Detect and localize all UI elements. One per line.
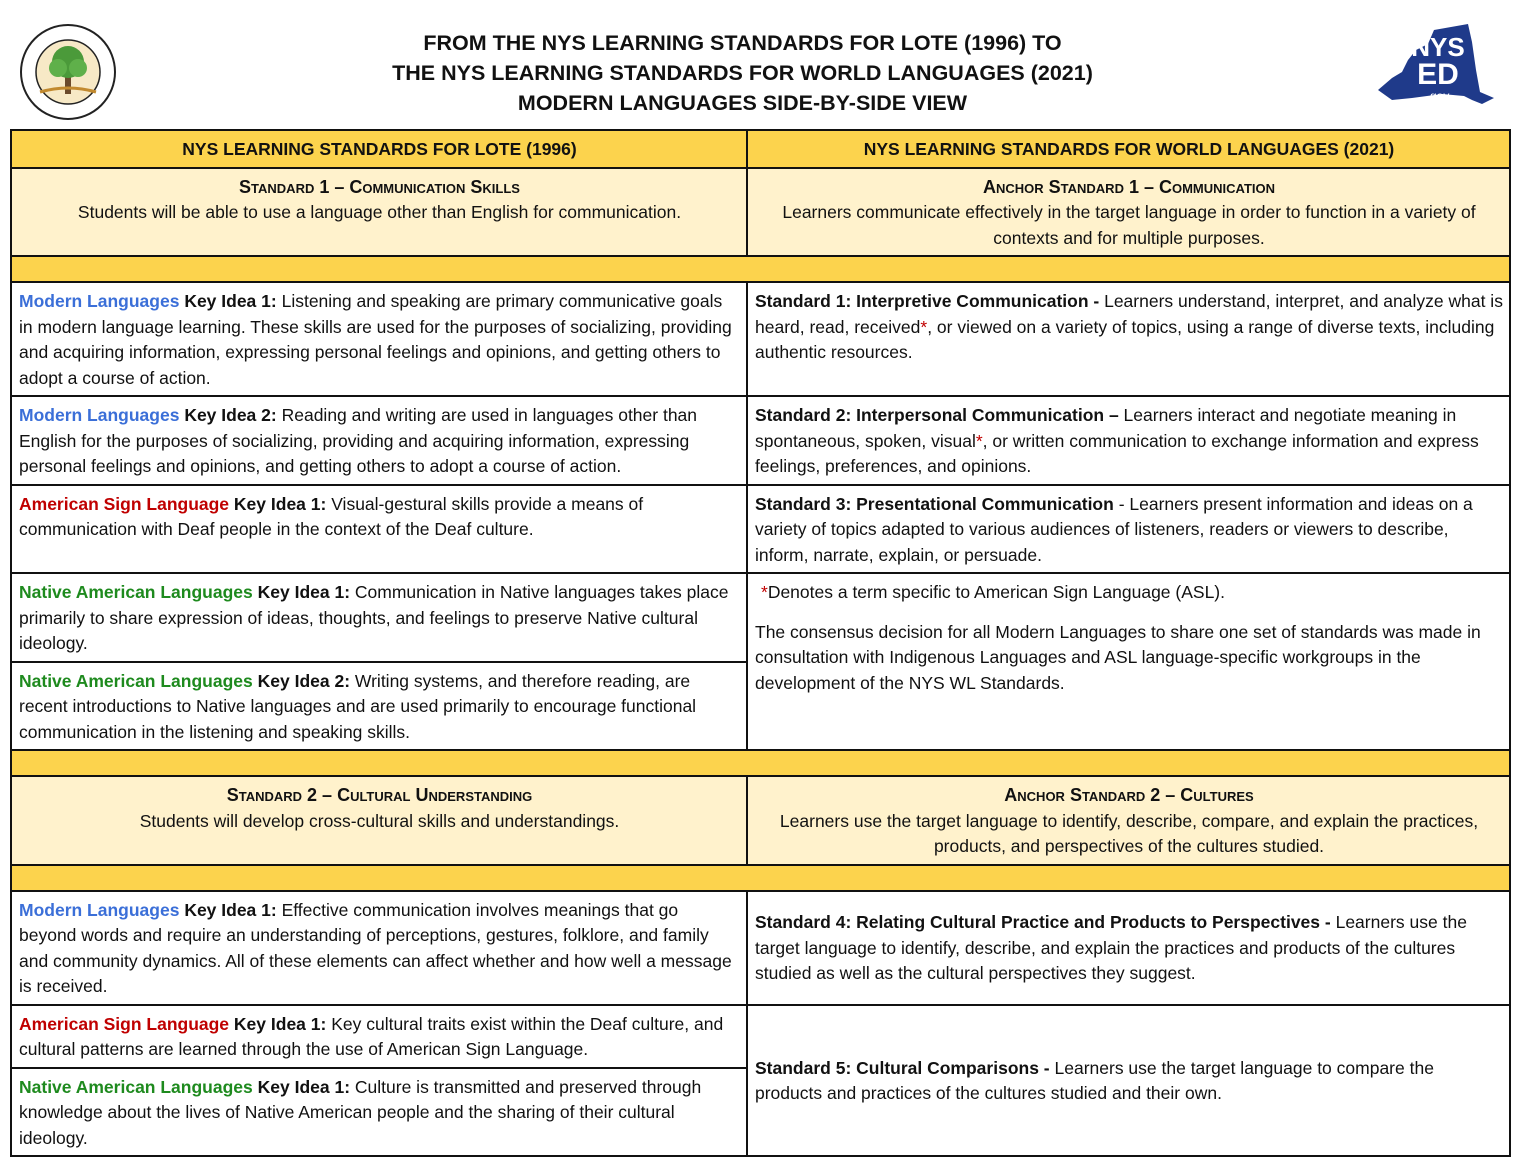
- key-idea-label: Key Idea 1:: [257, 1076, 351, 1097]
- standard1-interpretive-cell: [747, 282, 1510, 396]
- key-idea-label: Key Idea 1:: [233, 493, 327, 514]
- std1-title: Standard 1: Interpretive Communication -: [755, 291, 1100, 311]
- modern-languages-label: Modern Languages: [19, 899, 180, 920]
- row-ml-key2: [11, 396, 1510, 485]
- consensus-note: The consensus decision for all Modern Languages to share one set of standards was made in consultation with Indigenous Languages and ASL language-specific workgroups in the development of the NYS WL Standards.: [755, 621, 1481, 693]
- asl-label: American Sign Language: [19, 493, 230, 514]
- anchor1-desc: Learners communicate effectively in the target language in order to function in a variety of contexts and for multiple purposes.: [782, 202, 1476, 248]
- std2-text-a: Learners interact and negotiate meaning in spontaneous, spoken, visual: [755, 405, 1457, 451]
- asl-star: *: [761, 582, 768, 602]
- ml-key1-text: Listening and speaking are primary communicative goals in modern language learning. These skills are used for the purposes of socializing, providing and acquiring information, expressing personal feelings and opinions, and getting others to adopt a course of action.: [19, 291, 732, 388]
- section2-band-top: [11, 750, 1510, 776]
- anchor1-title: Anchor Standard 1 – Communication: [982, 176, 1276, 197]
- native-languages-label: Native American Languages: [19, 670, 253, 691]
- std5-text: Learners use the target language to compare the products and practices of the cultures studied and their own.: [755, 1057, 1434, 1104]
- tree-seal-icon: [18, 22, 118, 122]
- nal-culture-cell: [11, 1068, 747, 1157]
- row-ml-key1: [11, 282, 1510, 396]
- row-ml-culture: [11, 891, 1510, 1005]
- key-idea-label: Key Idea 2:: [184, 405, 277, 425]
- std2-title: Standard 2: Interpersonal Communication –: [755, 405, 1119, 425]
- nal-key1-cell: [11, 573, 747, 662]
- title-line-2: THE NYS LEARNING STANDARDS FOR WORLD LANGUAGES (2021): [392, 61, 1093, 85]
- ml-culture-text: Effective communication involves meanings that go beyond words and require an understanding of perceptions, gestures, folklore, and family and community dynamics. All of these elements can affect whether and how well a message is received.: [19, 899, 732, 996]
- standard1-desc: Students will be able to use a language other than English for communication.: [77, 202, 682, 222]
- asl-key1-text: Visual-gestural skills provide a means of communication with Deaf people in the context of the Deaf culture.: [19, 493, 644, 539]
- modern-languages-label: Modern Languages: [19, 405, 180, 425]
- title-line-1: FROM THE NYS LEARNING STANDARDS FOR LOTE (1996) TO: [423, 31, 1062, 55]
- section1-anchor-row: [11, 168, 1510, 257]
- standard2-lote-cell: [11, 776, 747, 865]
- section2-anchor-row: [11, 776, 1510, 865]
- asl-label: American Sign Language: [19, 1013, 230, 1034]
- key-idea-label: Key Idea 1:: [257, 582, 351, 602]
- asl-culture-text: Key cultural traits exist within the Deaf culture, and cultural patterns are learned through the use of American Sign Language.: [19, 1013, 724, 1059]
- section1-band: [11, 256, 1510, 282]
- nysed-logo-icon: [1372, 20, 1500, 116]
- title-line-3: MODERN LANGUAGES SIDE-BY-SIDE VIEW: [517, 91, 968, 115]
- column-header-world-languages: NYS LEARNING STANDARDS FOR WORLD LANGUAGES (2021): [747, 130, 1510, 168]
- std3-title: Standard 3: Presentational Communication: [755, 493, 1114, 514]
- key-idea-label: Key Idea 2:: [257, 670, 351, 691]
- key-idea-label: Key Idea 1:: [184, 899, 277, 920]
- column-header-lote: NYS LEARNING STANDARDS FOR LOTE (1996): [11, 130, 747, 168]
- standard2-interpersonal-cell: [747, 396, 1510, 485]
- row-nal-key1: [11, 573, 1510, 662]
- nal-culture-text: Culture is transmitted and preserved through knowledge about the lives of Native American people and the sharing of their cultural ideology.: [19, 1076, 702, 1148]
- asl-star: *: [920, 316, 928, 337]
- asl-note: [755, 580, 1503, 606]
- asl-star: *: [975, 430, 983, 451]
- logo-text-ed: ED: [1417, 58, 1459, 91]
- asl-key1-cell: [11, 485, 747, 574]
- key-idea-label: Key Idea 1:: [233, 1013, 327, 1034]
- row-asl-culture: [11, 1005, 1510, 1068]
- anchor2-title: Anchor Standard 2 – Cultures: [1004, 785, 1254, 805]
- notes-cell: [747, 573, 1510, 750]
- asl-note-text: Denotes a term specific to American Sign Language (ASL).: [767, 582, 1225, 602]
- ml-key2-text: Reading and writing are used in languages other than English for the purposes of socializing, providing and acquiring information, expressing personal feelings and opinions, and getting others to adopt a course of action.: [19, 405, 698, 476]
- ml-key2-cell: [11, 396, 747, 485]
- row-asl-key1: [11, 485, 1510, 574]
- key-idea-label: Key Idea 1:: [184, 291, 277, 311]
- modern-languages-label: Modern Languages: [19, 291, 180, 311]
- standard1-lote-cell: [11, 168, 747, 257]
- native-languages-label: Native American Languages: [19, 582, 253, 602]
- column-header-row: [11, 130, 1510, 168]
- nal-key2-text: Writing systems, and therefore reading, are recent introductions to Native languages and are used primarily to encourage functional communication in the listening and speaking skills.: [19, 670, 697, 742]
- asl-culture-cell: [11, 1005, 747, 1068]
- std1-text-b: , or viewed on a variety of topics, using a range of diverse texts, including authentic resources.: [755, 316, 1495, 362]
- section2-band: [11, 865, 1510, 891]
- std1-text-a: Learners understand, interpret, and analyze what is heard, read, received: [755, 291, 1503, 337]
- nal-key2-cell: [11, 662, 747, 751]
- anchor2-desc: Learners use the target language to identify, describe, compare, and explain the practices, products, and perspectives of the cultures studied.: [779, 810, 1479, 856]
- logo-text-nys: NYS: [1411, 32, 1465, 62]
- standard2-desc: Students will develop cross-cultural skills and understandings.: [139, 810, 620, 831]
- std4-title: Standard 4: Relating Cultural Practice and Products to Perspectives -: [755, 912, 1331, 933]
- std5-title: Standard 5: Cultural Comparisons -: [755, 1057, 1050, 1078]
- standards-table: [10, 129, 1511, 1157]
- standard2-title: Standard 2 – Cultural Understanding: [226, 785, 533, 805]
- anchor1-cell: [747, 168, 1510, 257]
- logo-text-gov: .gov: [1426, 89, 1450, 103]
- native-languages-label: Native American Languages: [19, 1076, 253, 1097]
- ml-key1-cell: [11, 282, 747, 396]
- standard3-presentational-cell: [747, 485, 1510, 574]
- std4-text: Learners use the target language to identify, describe, and explain the practices and products of the cultures studied as well as the cultural perspectives they suggest.: [755, 912, 1467, 984]
- standard1-title: Standard 1 – Communication Skills: [239, 176, 520, 197]
- ml-culture-cell: [11, 891, 747, 1005]
- standard4-cell: [747, 891, 1510, 1005]
- std3-text: - Learners present information and ideas on a variety of topics adapted to various audiences of listeners, readers or viewers to describe, inform, narrate, explain, or persuade.: [755, 493, 1473, 565]
- anchor2-cell: [747, 776, 1510, 865]
- nal-key1-text: Communication in Native languages takes place primarily to share expression of ideas, thoughts, and feelings to preserve Native cultural ideology.: [19, 582, 729, 653]
- std2-text-b: , or written communication to exchange information and express feelings, preferences, and opinions.: [755, 430, 1479, 476]
- page-title: [200, 28, 1285, 118]
- standard5-cell: [747, 1005, 1510, 1157]
- page-header: [0, 0, 1518, 126]
